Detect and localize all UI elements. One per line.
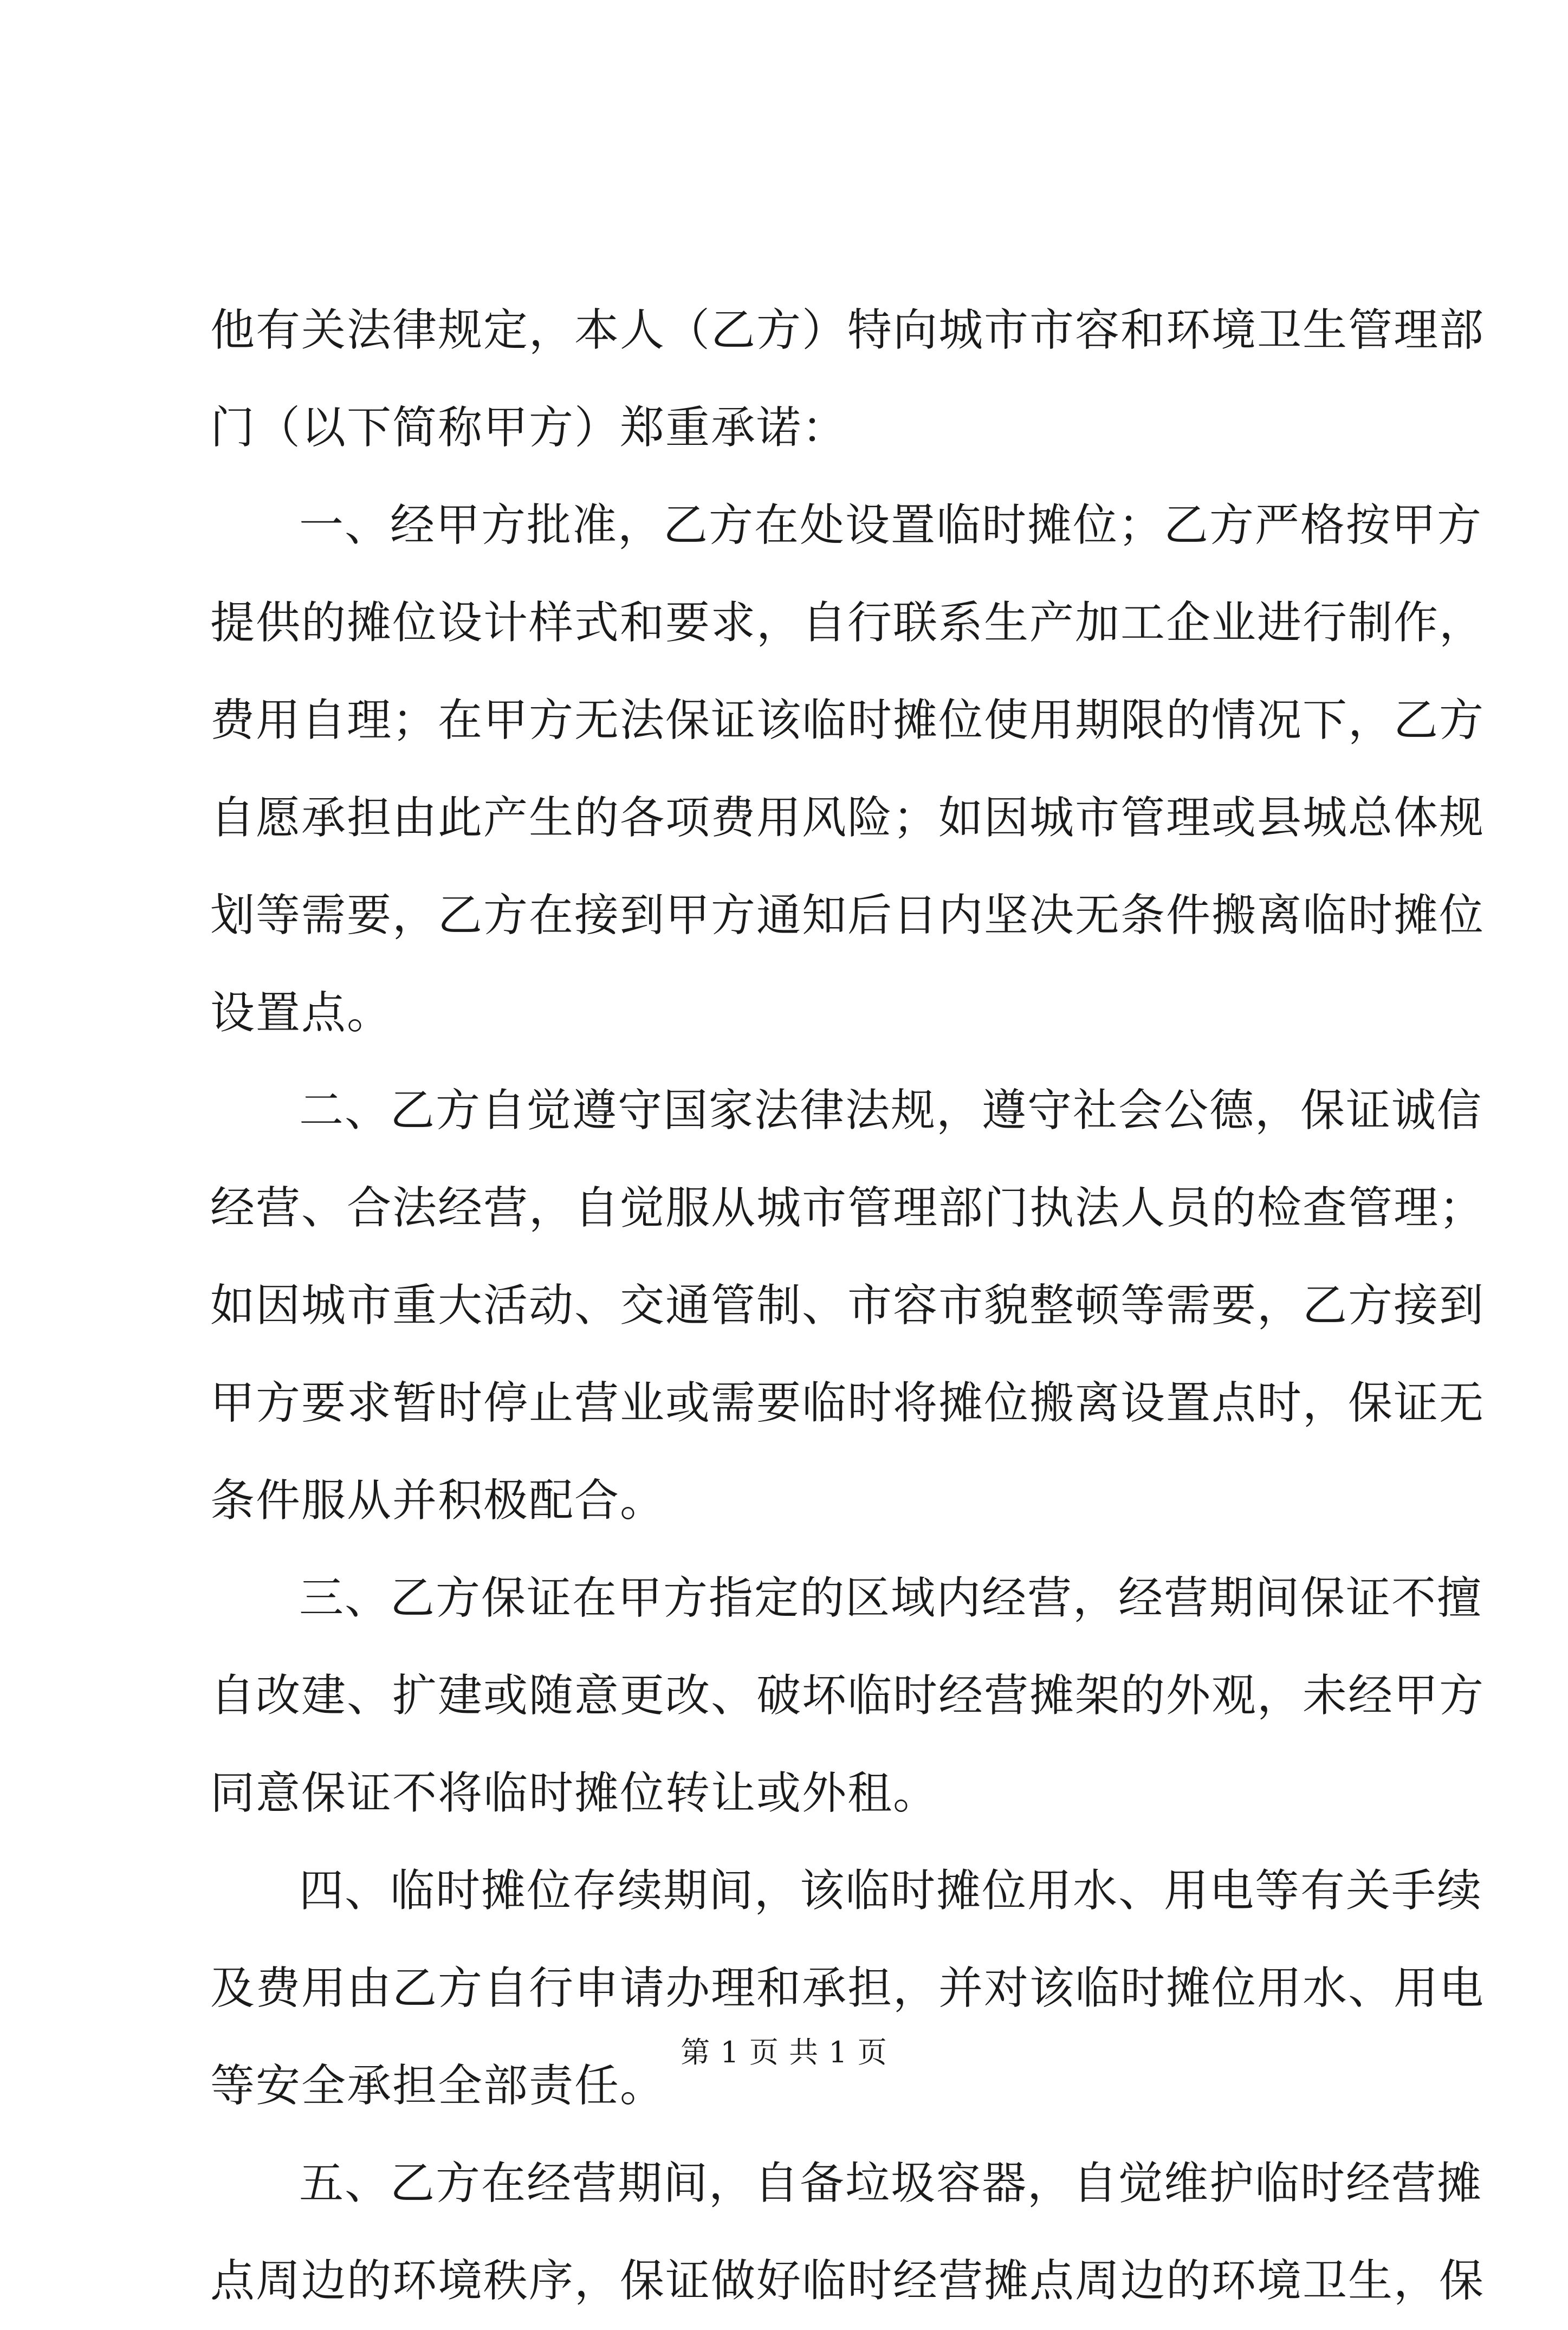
text-line: 等安全承担全部责任。 <box>210 2060 666 2112</box>
text-line: 及费用由乙方自行申请办理和承担，并对该临时摊位用水、用电 <box>210 1963 1485 2014</box>
document-body <box>210 282 1485 2330</box>
paragraph-start-line: 三、乙方保证在甲方指定的区域内经营，经营期间保证不擅 <box>299 1572 1483 1624</box>
text-line: 他有关法律规定，本人（乙方）特向城市市容和环境卫生管理部 <box>210 305 1485 356</box>
text-line: 提供的摊位设计样式和要求，自行联系生产加工企业进行制作， <box>210 597 1485 649</box>
text-line: 同意保证不将临时摊位转让或外租。 <box>210 1768 939 1819</box>
text-line: 费用自理；在甲方无法保证该临时摊位使用期限的情况下，乙方 <box>210 695 1485 746</box>
text-line: 甲方要求暂时停止营业或需要临时将摊位搬离设置点时，保证无 <box>210 1377 1485 1429</box>
paragraph-start-line: 一、经甲方批准，乙方在处设置临时摊位；乙方严格按甲方 <box>299 500 1483 551</box>
text-line: 设置点。 <box>210 987 393 1039</box>
paragraph-start-line: 五、乙方在经营期间，自备垃圾容器，自觉维护临时经营摊 <box>299 2158 1483 2209</box>
page-number-footer: 第 1 页 共 1 页 <box>681 2035 887 2069</box>
text-line: 自愿承担由此产生的各项费用风险；如因城市管理或县城总体规 <box>210 792 1485 844</box>
text-line: 门（以下简称甲方）郑重承诺： <box>210 402 848 454</box>
text-line: 自改建、扩建或随意更改、破坏临时经营摊架的外观，未经甲方 <box>210 1670 1485 1721</box>
paragraph-start-line: 二、乙方自觉遵守国家法律法规，遵守社会公德，保证诚信 <box>299 1085 1483 1136</box>
text-line: 条件服从并积极配合。 <box>210 1475 666 1526</box>
text-line: 划等需要，乙方在接到甲方通知后日内坚决无条件搬离临时摊位 <box>210 890 1485 941</box>
text-line: 如因城市重大活动、交通管制、市容市貌整顿等需要，乙方接到 <box>210 1280 1485 1331</box>
paragraph-start-line: 四、临时摊位存续期间，该临时摊位用水、用电等有关手续 <box>299 1865 1483 1917</box>
text-line: 经营、合法经营，自觉服从城市管理部门执法人员的检查管理； <box>210 1182 1485 1234</box>
text-line: 点周边的环境秩序，保证做好临时经营摊点周边的环境卫生，保 <box>210 2255 1485 2307</box>
